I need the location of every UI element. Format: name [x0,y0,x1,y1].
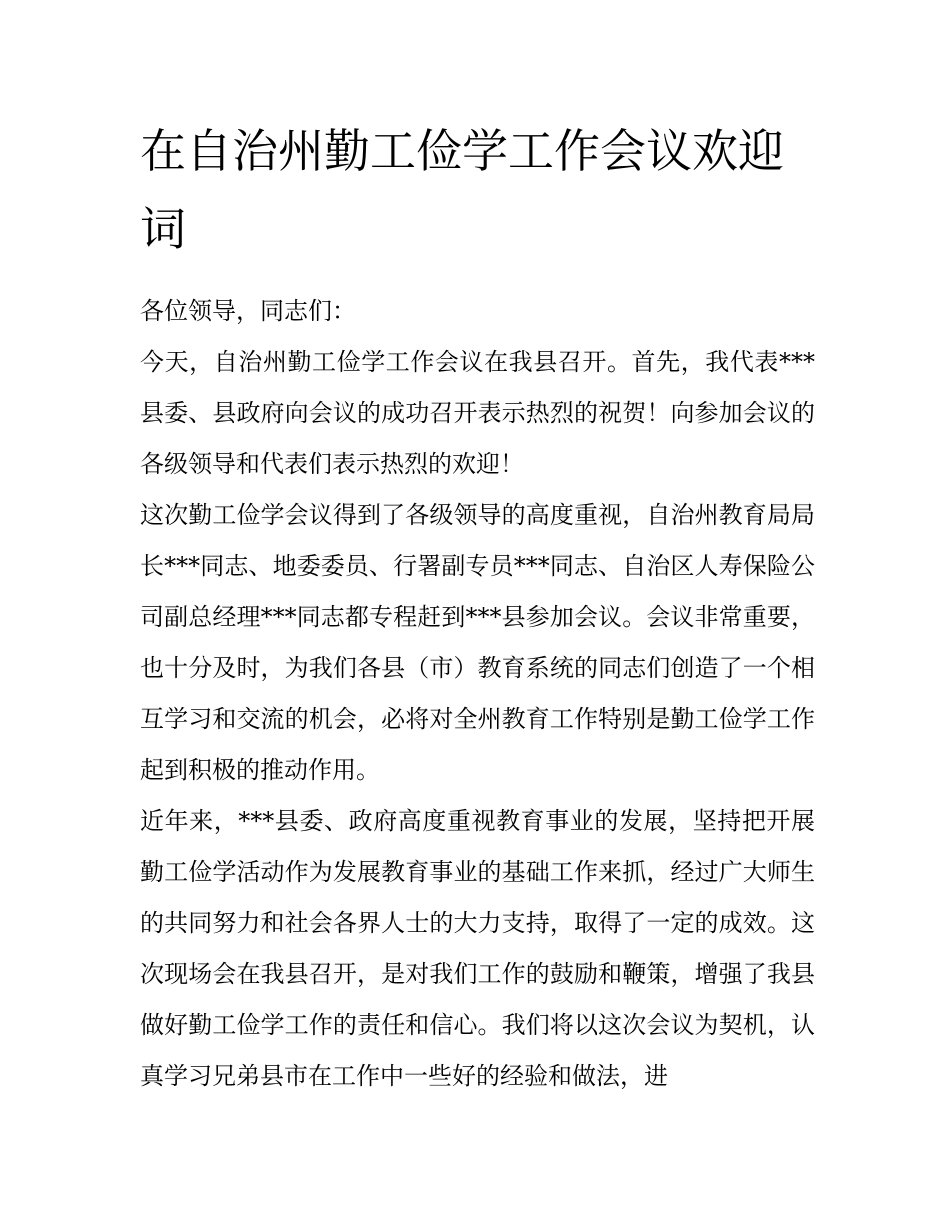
document-title: 在自治州勤工俭学工作会议欢迎词 [140,124,784,256]
document-body [140,112,815,1102]
body-paragraph-welcome: 今天，自治州勤工俭学工作会议在我县召开。首先，我代表***县委、县政府向会议的成功召开表示热烈的祝贺！向参加会议的各级领导和代表们表示热烈的欢迎！ [140,348,815,478]
salutation-paragraph: 各位领导，同志们： [140,297,356,325]
body-paragraph-achievements: 近年来，***县委、政府高度重视教育事业的发展，坚持把开展勤工俭学活动作为发展教育事业的基础工作来抓，经过广大师生的共同努力和社会各界人士的大力支持，取得了一定的成效。这次现场会在我县召开，是对我们工作的鼓励和鞭策，增强了我县做好勤工俭学工作的责任和信心。我们将以这次会议为契机，认真学习兄弟县市在工作中一些好的经验和做法，进 [140,807,815,1090]
body-paragraph-leaders: 这次勤工俭学会议得到了各级领导的高度重视，自治州教育局局长***同志、地委委员、行署副专员***同志、自治区人寿保险公司副总经理***同志都专程赶到***县参加会议。会议非常重要，也十分及时，为我们各县（市）教育系统的同志们创造了一个相互学习和交流的机会，必将对全州教育工作特别是勤工俭学工作起到积极的推动作用。 [140,501,815,784]
